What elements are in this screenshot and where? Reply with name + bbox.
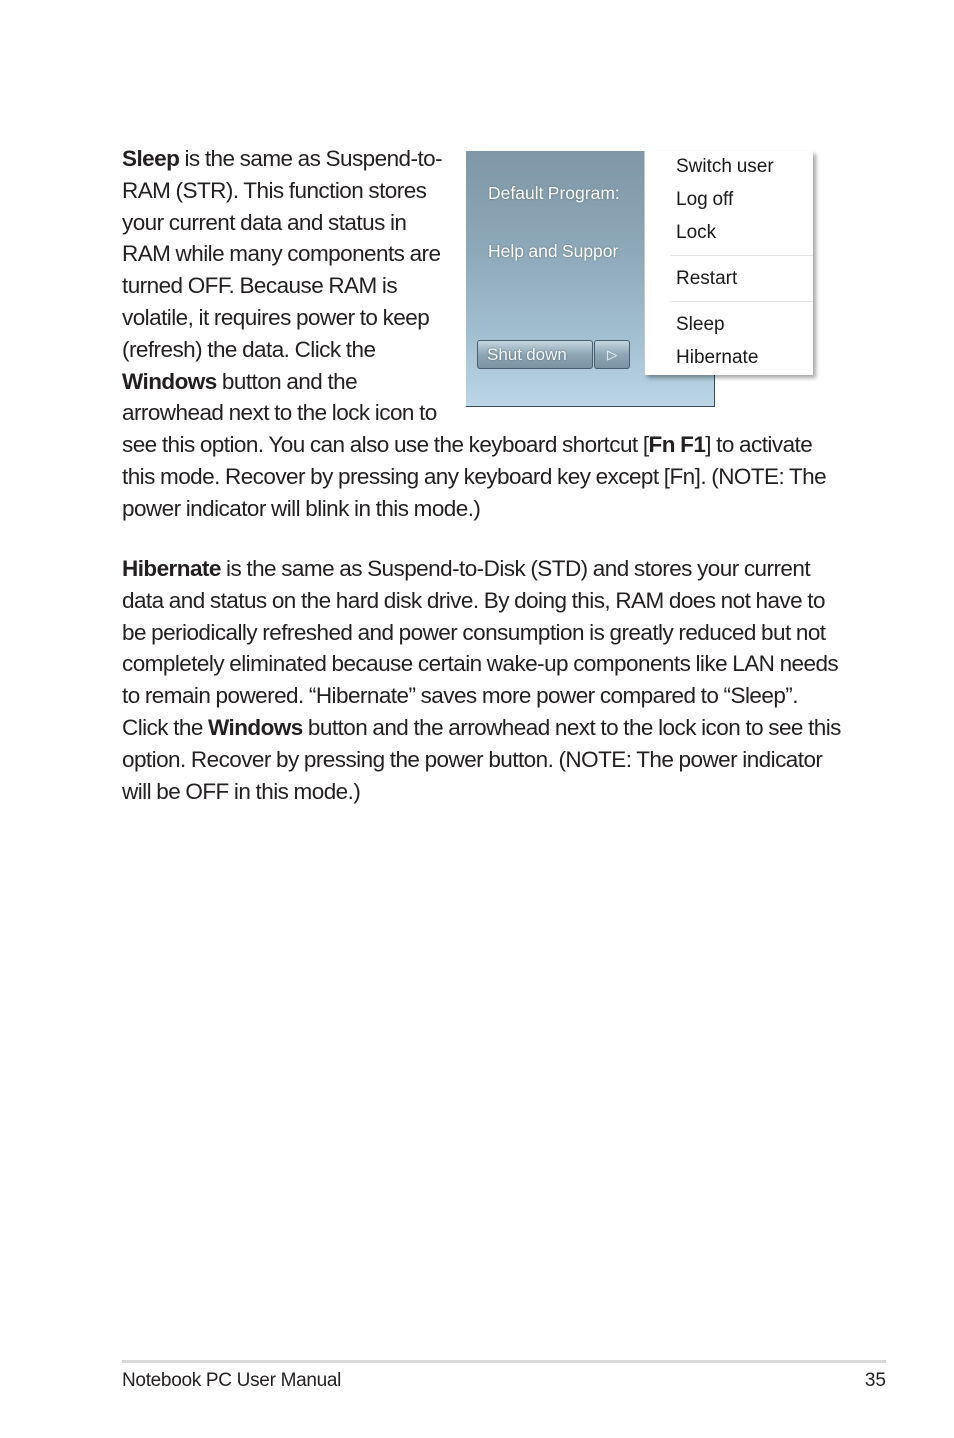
- sleep-text-1: is the same as Suspend-to-RAM (STR). This function stores your current data and status in RAM while many components are turned OFF. Because RAM is volatile, it requires power to keep (refresh) the data. Click the: [122, 146, 443, 362]
- menu-separator: [671, 255, 813, 256]
- windows-term: Windows: [122, 368, 217, 394]
- menu-separator: [671, 301, 813, 302]
- menu-item-restart: Restart: [676, 268, 738, 289]
- windows-term: Windows: [208, 714, 303, 740]
- hibernate-text-1: is the same as Suspend-to-Disk (STD) and stores your current data and status on the hard disk drive. By doing this, RAM does not have to be periodically refreshed and power consumption is greatly reduced but not completely eliminated because certain wake-up components like LAN needs to remain powered. “Hibernate” saves more power compared to “Sleep”. Click the: [122, 556, 839, 740]
- footer-title: Notebook PC User Manual: [122, 1370, 342, 1391]
- shut-down-button: Shut down: [477, 340, 593, 369]
- menu-item-sleep: Sleep: [676, 314, 725, 335]
- menu-item-log-off: Log off: [676, 189, 734, 210]
- menu-item-switch-user: Switch user: [676, 156, 774, 177]
- hibernate-term: Hibernate: [122, 556, 221, 581]
- help-and-support-item: Help and Suppor: [488, 241, 619, 261]
- footer-divider: [122, 1360, 886, 1363]
- keyboard-shortcut: Fn F1: [648, 432, 706, 458]
- hibernate-paragraph: [122, 553, 842, 807]
- page-number: 35: [864, 1370, 886, 1391]
- menu-item-hibernate: Hibernate: [676, 347, 759, 368]
- shutdown-arrow-icon: ▷: [594, 340, 630, 369]
- sleep-paragraph: [122, 143, 842, 525]
- sleep-text-3: ] to activate this mode. Recover by pressing any keyboard key except [Fn]. (NOTE: The power indicator will blink in this mode.): [122, 432, 827, 521]
- default-programs-item: Default Program:: [488, 183, 620, 203]
- start-menu-screenshot: [466, 151, 842, 414]
- power-options-menu: [644, 151, 813, 375]
- sleep-text-2: button and the arrowhead next to the lock icon to see this option. You can also use the keyboard shortcut [: [122, 368, 649, 458]
- sleep-term: Sleep: [122, 146, 180, 171]
- hibernate-text-2: button and the arrowhead next to the lock icon to see this option. Recover by pressing the power button. (NOTE: The power indicator will be OFF in this mode.): [122, 714, 841, 804]
- menu-item-lock: Lock: [676, 222, 717, 243]
